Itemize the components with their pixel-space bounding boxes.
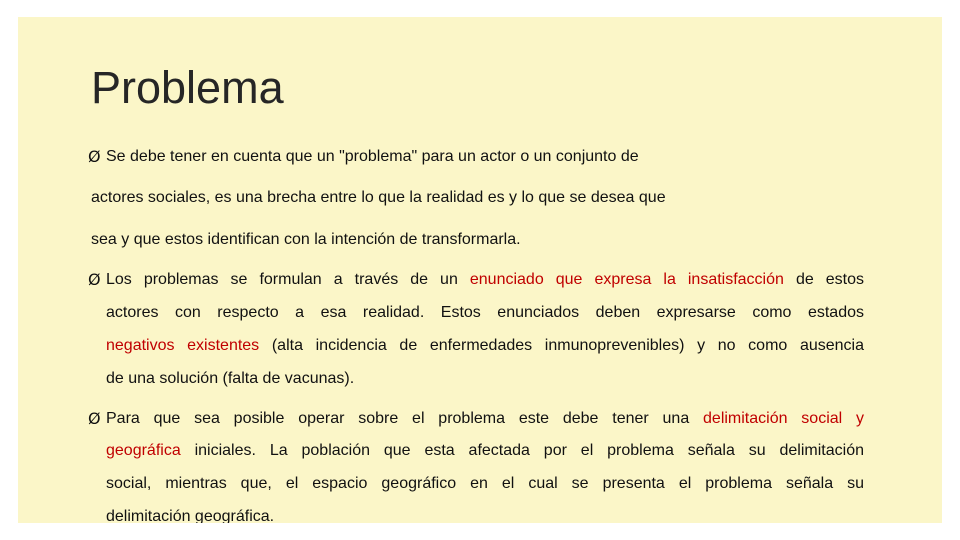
paragraph-2-line-1 [106, 270, 864, 290]
paragraph-2-line-3 [106, 336, 864, 356]
paragraph-3-text: iniciales. La población que esta afectada por el problema señala su delimitación [180, 442, 864, 459]
paragraph-2-line-4: de una solución (falta de vacunas). [106, 370, 355, 387]
highlight-text: negativos existentes [106, 337, 260, 354]
paragraph-2-line-2: actores con respecto a esa realidad. Estos enunciados deben expresarse como estados [106, 304, 864, 321]
slide-title: Problema [91, 62, 284, 113]
paragraph-3-text: Para que sea posible operar sobre el problema este debe tener una [106, 410, 704, 427]
paragraph-1-line-1: Se debe tener en cuenta que un "problema" para un actor o un conjunto de [106, 148, 639, 165]
paragraph-2-text: de estos [783, 271, 864, 288]
highlight-text: delimitación social y [703, 410, 865, 427]
paragraph-3-line-3: social, mientras que, el espacio geográfico en el cual se presenta el problema señala su [106, 475, 864, 492]
paragraph-1-line-3: sea y que estos identifican con la intención de transformarla. [91, 231, 521, 248]
highlight-text: enunciado que expresa la insatisfacción [469, 271, 784, 288]
bullet-arrow-icon: Ø [88, 147, 101, 166]
paragraph-1-line-2: actores sociales, es una brecha entre lo que la realidad es y lo que se desea que [91, 189, 666, 206]
paragraph-3-line-2 [106, 441, 864, 461]
paragraph-3-line-1 [106, 409, 864, 429]
highlight-text: geográfica [106, 442, 181, 459]
bullet-arrow-icon: Ø [88, 409, 101, 428]
paragraph-2-text: (alta incidencia de enfermedades inmunoprevenibles) y no como ausencia [259, 337, 864, 354]
paragraph-2-text: Los problemas se formulan a través de un [106, 271, 470, 288]
bullet-arrow-icon: Ø [88, 270, 101, 289]
slide [18, 17, 942, 523]
paragraph-3-line-4: delimitación geográfica. [106, 508, 275, 523]
